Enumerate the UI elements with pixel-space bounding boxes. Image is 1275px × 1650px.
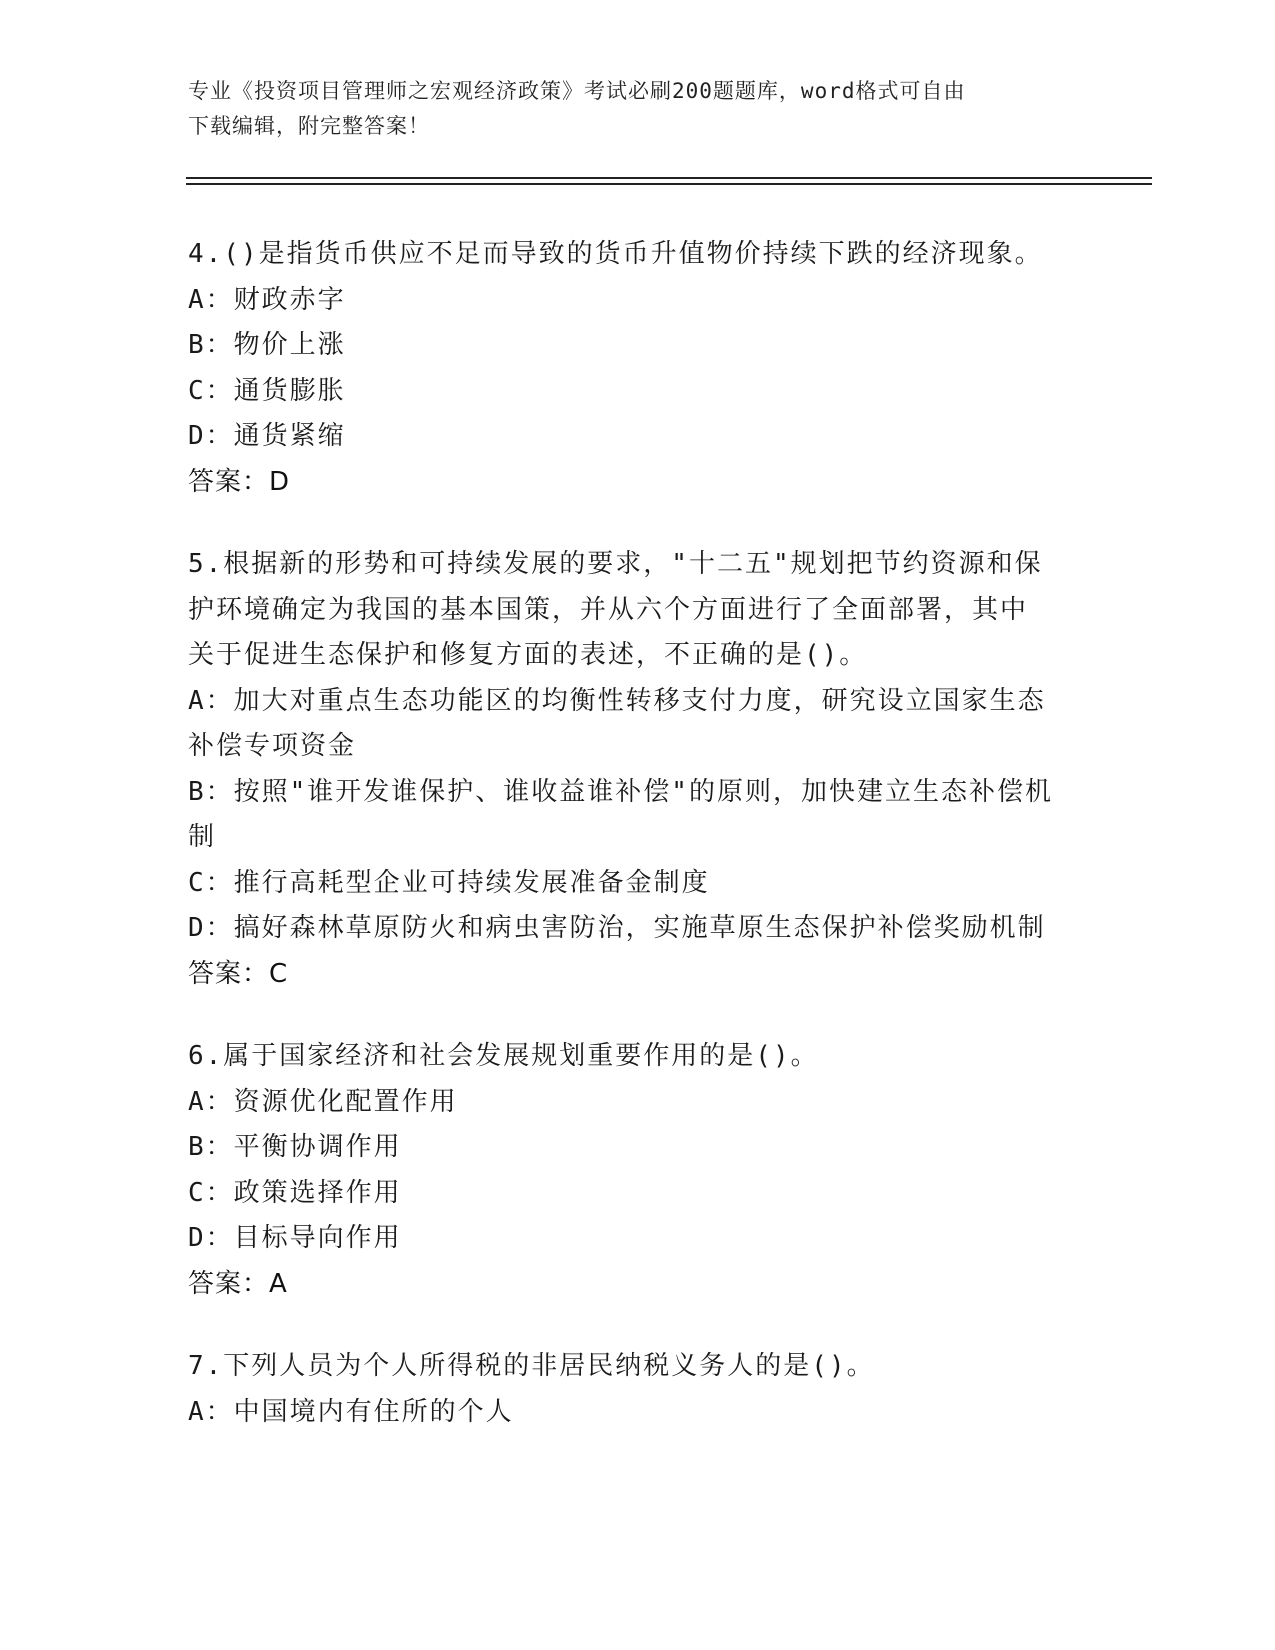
option-d: D：目标导向作用 <box>188 1223 402 1253</box>
header-line-2: 下载编辑，附完整答案！ <box>188 114 430 138</box>
question-stem: 7.下列人员为个人所得税的非居民纳税义务人的是()。 <box>188 1351 875 1381</box>
question-stem: 6.属于国家经济和社会发展规划重要作用的是()。 <box>188 1041 819 1071</box>
option-b: B：按照"谁开发谁保护、谁收益谁补偿"的原则，加快建立生态补偿机 <box>188 776 1053 807</box>
question-6 <box>188 1034 1088 1307</box>
question-stem: 护环境确定为我国的基本国策，并从六个方面进行了全面部署，其中 <box>188 594 1029 625</box>
option-b: B：平衡协调作用 <box>188 1132 402 1162</box>
answer-line: 答案：C <box>188 958 289 989</box>
question-list <box>188 232 1088 1472</box>
question-5 <box>188 542 1088 997</box>
option-d: D：通货紧缩 <box>188 421 346 451</box>
option-c: C：推行高耗型企业可持续发展准备金制度 <box>188 867 710 898</box>
option-d: D：搞好森林草原防火和病虫害防治，实施草原生态保护补偿奖励机制 <box>188 913 1046 943</box>
option-c: C：通货膨胀 <box>188 375 346 406</box>
question-7 <box>188 1344 1088 1435</box>
document-header <box>188 74 1088 144</box>
option-b: B：物价上涨 <box>188 330 346 360</box>
answer-line: 答案：D <box>188 466 291 497</box>
question-4 <box>188 232 1088 505</box>
option-a: A：加大对重点生态功能区的均衡性转移支付力度，研究设立国家生态 <box>188 685 1046 716</box>
option-a: A：中国境内有住所的个人 <box>188 1396 514 1427</box>
option-a: A：资源优化配置作用 <box>188 1086 458 1117</box>
option-a-continued: 补偿专项资金 <box>188 731 357 761</box>
header-line-1: 专业《投资项目管理师之宏观经济政策》考试必刷200题题库，word格式可自由 <box>188 79 966 103</box>
question-stem: 4.()是指货币供应不足而导致的货币升值物价持续下跌的经济现象。 <box>188 239 1043 269</box>
option-a: A：财政赤字 <box>188 284 346 315</box>
option-c: C：政策选择作用 <box>188 1177 402 1208</box>
question-stem: 关于促进生态保护和修复方面的表述，不正确的是()。 <box>188 640 868 670</box>
header-divider-top <box>186 177 1152 179</box>
answer-line: 答案：A <box>188 1268 288 1299</box>
question-stem: 5.根据新的形势和可持续发展的要求，"十二五"规划把节约资源和保 <box>188 549 1043 579</box>
option-b-continued: 制 <box>188 822 217 852</box>
header-divider-bottom <box>186 183 1152 185</box>
